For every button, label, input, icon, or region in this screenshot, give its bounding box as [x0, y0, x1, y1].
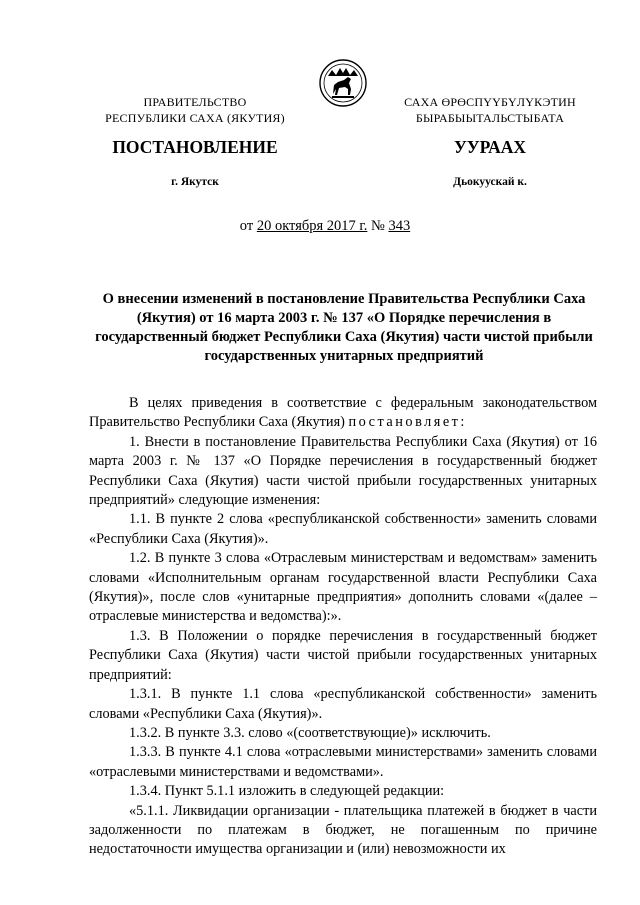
decree-title-yakut: УУРААХ [453, 137, 527, 157]
government-line-2: РЕСПУБЛИКИ САХА (ЯКУТИЯ) [105, 111, 285, 125]
paragraph-1-3-3: 1.3.3. В пункте 4.1 слова «отраслевыми министерствами» заменить словами «отраслевыми министерствами и ведомствами». [89, 744, 597, 780]
government-line-2-yakut: БЫРАБЫЫТАЛЬСТЫБАТА [415, 111, 565, 125]
coat-of-arms-emblem [318, 58, 368, 108]
decree-date: 20 октября 2017 г. [256, 218, 368, 234]
decree-number: 343 [388, 218, 411, 234]
number-sign: № [367, 218, 389, 234]
date-prefix: от [239, 218, 257, 234]
document-body [89, 394, 597, 860]
paragraph-1-1: 1.1. В пункте 2 слова «республиканской собственности» заменить словами «Республики Саха (Якутия)». [89, 511, 597, 547]
government-line-1-yakut: САХА ӨРӨСПҮҮБҮЛҮКЭТИН [404, 95, 576, 109]
paragraph-1-3-2: 1.3.2. В пункте 3.3. слово «(соответствующие)» исключить. [129, 724, 491, 741]
paragraph-1-3-1: 1.3.1. В пункте 1.1 слова «республиканской собственности» заменить словами «Республики Саха (Якутия)». [89, 686, 597, 722]
government-name-yakut [385, 94, 595, 126]
city-yakut: Дьокуускай к. [453, 176, 527, 188]
city-russian: г. Якутск [171, 176, 219, 188]
document-title: О внесении изменений в постановление Правительства Республики Саха (Якутия) от 16 марта 2003 г. № 137 «О Порядке перечисления в государственный бюджет Республики Саха (Якутия) части чистой прибыли государственных унитарных предприятий [95, 291, 593, 364]
paragraph-1-3: 1.3. В Положении о порядке перечисления в государственный бюджет Республики Саха (Якутия) части чистой прибыли государственных унитарных предприятий: [89, 627, 597, 683]
paragraph-1-2: 1.2. В пункте 3 слова «Отраслевым министерствам и ведомствам» заменить словами «Исполнительным органам государственной власти Республики Саха (Якутия)», после слов «унитарные предприятия» дополнить словами «(далее – отраслевые министерства и ведомства):». [89, 550, 597, 625]
government-line-1: ПРАВИТЕЛЬСТВО [143, 95, 247, 109]
government-name-russian [95, 94, 295, 126]
paragraph-preamble [89, 394, 597, 433]
decree-verb: постановляет: [348, 414, 467, 431]
preamble-text: В целях приведения в соответствие с федеральным законодательством Правительство Республики Саха (Якутия) [89, 395, 597, 431]
paragraph-1-3-4: 1.3.4. Пункт 5.1.1 изложить в следующей редакции: [129, 783, 445, 800]
decree-date-line [180, 218, 470, 235]
decree-title-russian: ПОСТАНОВЛЕНИЕ [112, 137, 278, 157]
paragraph-1: 1. Внести в постановление Правительства Республики Саха (Якутия) от 16 марта 2003 г. № 137 «О Порядке перечисления в государственный бюджет Республики Саха (Якутия) части чистой прибыли государственных унитарных предприятий» следующие изменения: [89, 433, 597, 509]
paragraph-5-1-1: «5.1.1. Ликвидации организации - плательщика платежей в бюджет в части задолженности по платежам в бюджет, не погашенным по причине недостаточности имущества организации и (или) невозможности их [89, 802, 597, 858]
